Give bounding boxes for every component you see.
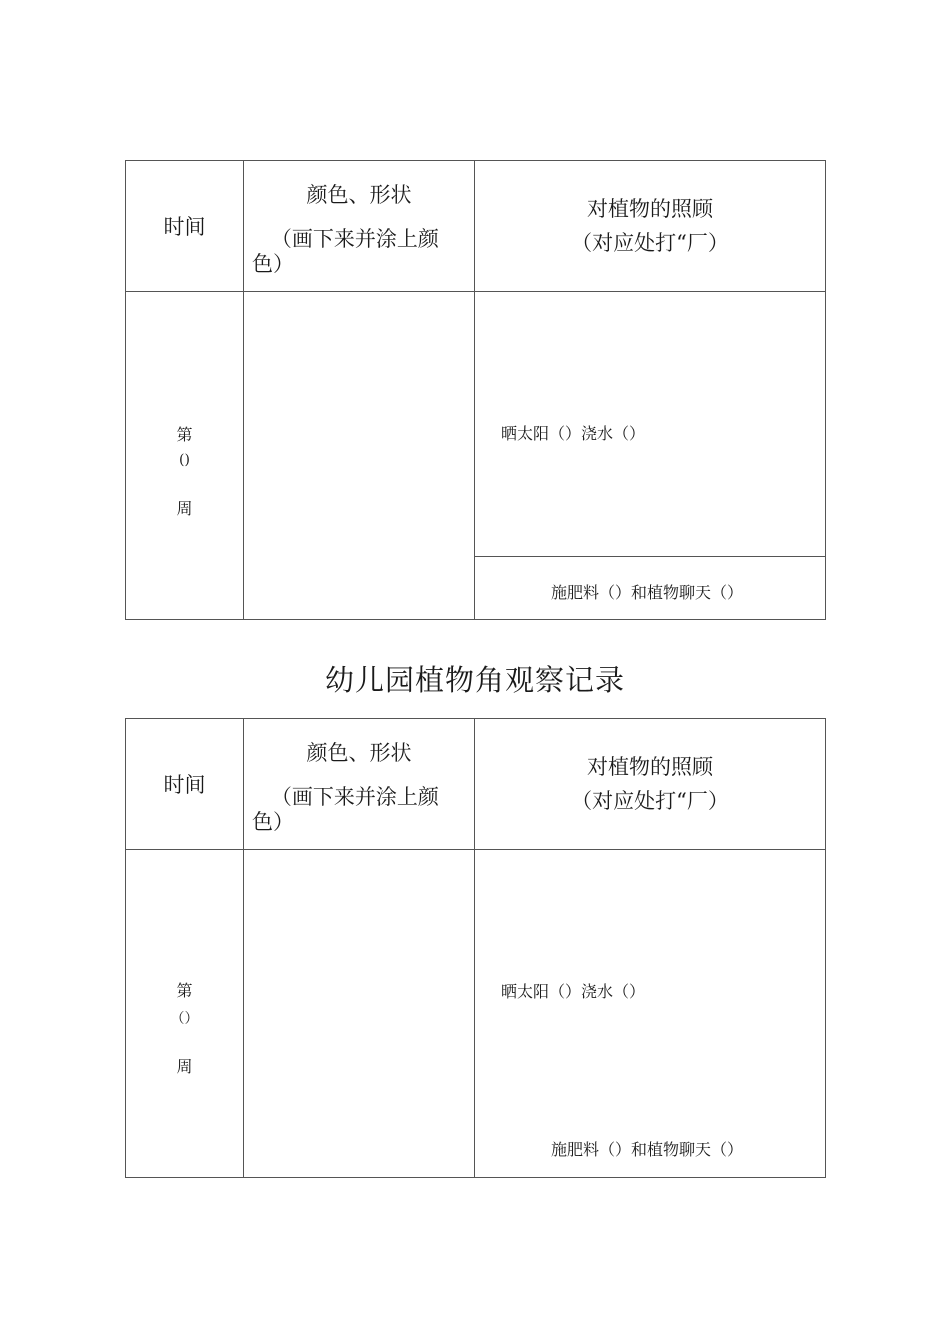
week-suffix: 周 (176, 1057, 193, 1076)
header-color-shape (244, 161, 475, 292)
care-cell (475, 850, 826, 1178)
care-cell (475, 292, 826, 620)
care-options-fertilize-chat[interactable]: 施肥料（）和植物聊天（） (551, 583, 744, 602)
header-plant-care-title: 对植物的照顾 (587, 197, 713, 221)
header-plant-care (475, 161, 826, 292)
week-row (126, 292, 826, 620)
observation-table-2 (125, 718, 826, 1178)
week-row (126, 850, 826, 1178)
week-prefix: 第 (176, 981, 193, 1000)
care-options-sun-water[interactable]: 晒太阳（）浇水（） (501, 424, 646, 443)
header-time: 时间 (126, 161, 244, 292)
week-number-blank[interactable]: () (179, 452, 190, 468)
header-plant-care-note: （对应处打“厂） (571, 231, 729, 255)
week-cell (126, 292, 244, 620)
header-plant-care-title: 对植物的照顾 (587, 755, 713, 779)
header-row (126, 719, 826, 850)
page-title: 幼儿园植物角观察记录 (324, 663, 625, 697)
care-divider (475, 556, 825, 557)
header-color-shape-title: 颜色、形状 (306, 741, 412, 765)
observation-table-1 (125, 160, 826, 620)
care-options-sun-water[interactable]: 晒太阳（）浇水（） (501, 982, 646, 1001)
week-suffix: 周 (176, 499, 193, 518)
header-row (126, 161, 826, 292)
header-plant-care-note: （对应处打“厂） (571, 789, 729, 813)
week-cell (126, 850, 244, 1178)
drawing-area[interactable] (244, 292, 475, 620)
week-number-blank[interactable]: （） (170, 1011, 199, 1027)
header-color-shape-note: （画下来并涂上颜色） (252, 227, 439, 276)
care-options-fertilize-chat[interactable]: 施肥料（）和植物聊天（） (551, 1140, 744, 1159)
header-time: 时间 (126, 719, 244, 850)
header-color-shape-note: （画下来并涂上颜色） (252, 785, 439, 834)
drawing-area[interactable] (244, 850, 475, 1178)
week-prefix: 第 (176, 425, 193, 444)
header-plant-care (475, 719, 826, 850)
header-color-shape (244, 719, 475, 850)
header-color-shape-title: 颜色、形状 (306, 183, 412, 207)
